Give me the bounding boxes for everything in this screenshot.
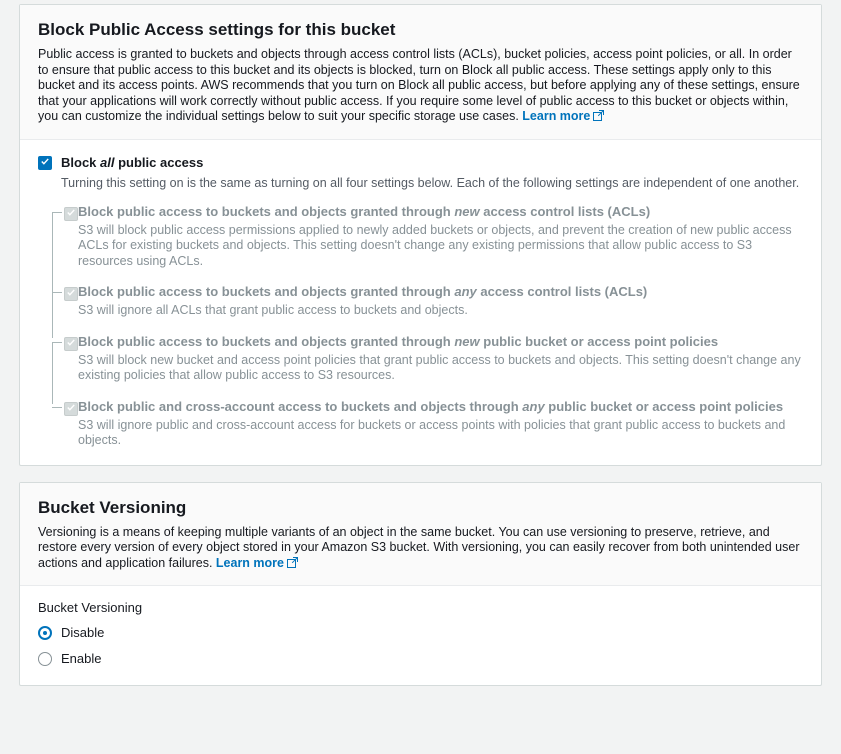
bucket-versioning-description [38, 525, 803, 572]
check-icon [41, 157, 49, 166]
label-italic: all [100, 154, 115, 170]
block-public-access-card [19, 4, 822, 466]
learn-more-link-versioning[interactable] [216, 556, 298, 570]
bucket-versioning-title: Bucket Versioning [38, 497, 187, 517]
tree-connector [52, 212, 62, 213]
sub-setting-new-acls-checkbox[interactable] [64, 207, 78, 221]
block-public-access-description [38, 47, 803, 125]
title-suffix: public bucket or access point policies [544, 398, 784, 414]
title-italic: new [454, 203, 480, 219]
sub-setting-new-policies-title [78, 333, 803, 350]
versioning-option-disable[interactable] [38, 625, 803, 641]
title-prefix: Block public access to buckets and objects granted through [78, 284, 455, 299]
bucket-versioning-body [20, 586, 821, 685]
tree-connector [52, 342, 62, 343]
block-public-access-header [20, 5, 821, 140]
sub-setting-any-policies-title [78, 398, 803, 415]
sub-setting-any-policies[interactable] [52, 398, 803, 449]
block-all-public-access-label [61, 154, 203, 171]
title-suffix: public bucket or access point policies [479, 333, 719, 349]
sub-setting-any-acls-title [78, 283, 803, 300]
block-public-access-body [20, 140, 821, 465]
label-suffix: public access [114, 154, 204, 170]
learn-more-label: Learn more [215, 555, 284, 570]
versioning-enable-label: Enable [61, 651, 102, 666]
versioning-disable-label: Disable [61, 625, 105, 640]
description-text: Public access is granted to buckets and objects through access control lists (ACLs), bucket policies, access point policies, or all. In order to ensure that public access to this bucket and its objects is blocked, turn on Block all public access. These settings apply only to this bucket and its access points. AWS recommends that you turn on Block all public access, but before applying any of these settings, ensure that your applications will work correctly without public access. If you require some level of public access to this bucket or objects within, you can customize the individual settings below to suit your specific storage use cases. [38, 47, 800, 123]
label-prefix: Block [61, 154, 101, 170]
tree-line [52, 342, 53, 404]
tree-connector [52, 407, 62, 408]
sub-setting-any-policies-checkbox[interactable] [64, 402, 78, 416]
versioning-enable-radio[interactable] [38, 652, 52, 666]
bucket-versioning-header [20, 483, 821, 587]
title-prefix: Block public access to buckets and objects granted through [78, 333, 455, 349]
title-prefix: Block public and cross-account access to buckets and objects through [78, 398, 523, 414]
check-icon [67, 208, 75, 217]
description-text: Versioning is a means of keeping multiple variants of an object in the same bucket. You can use versioning to preserve, retrieve, and restore every version of every object stored in your Amazon S3 bucket. With versioning, you can easily recover from both unintended user actions and application failures. [38, 524, 800, 570]
external-link-icon [287, 557, 298, 568]
sub-setting-any-acls-checkbox[interactable] [64, 287, 78, 301]
versioning-option-enable[interactable] [38, 651, 803, 667]
title-italic: any [522, 398, 545, 414]
learn-more-link-bpa[interactable] [522, 109, 604, 123]
sub-setting-new-policies-checkbox[interactable] [64, 337, 78, 351]
block-public-access-sub-settings [52, 203, 803, 449]
check-icon [67, 338, 75, 347]
title-italic: any [454, 284, 477, 299]
title-italic: new [454, 333, 480, 349]
sub-setting-new-policies-description: S3 will block new bucket and access point policies that grant public access to buckets and objects. This setting doesn't change any existing policies that allow public access to S3 resources. [78, 352, 801, 382]
sub-setting-new-acls-description: S3 will block public access permissions applied to newly added buckets or objects, and prevent the creation of new public access ACLs for existing buckets and objects. This setting doesn't change any existing permissions that allow public access to S3 resources using ACLs. [78, 222, 792, 268]
versioning-disable-radio[interactable] [38, 626, 52, 640]
page-title: Block Public Access settings for this bucket [38, 20, 396, 39]
sub-setting-any-acls-description: S3 will ignore all ACLs that grant public access to buckets and objects. [78, 303, 468, 317]
title-suffix: access control lists (ACLs) [479, 203, 651, 219]
learn-more-label: Learn more [522, 109, 591, 123]
title-suffix: access control lists (ACLs) [476, 284, 648, 299]
sub-setting-any-policies-description: S3 will ignore public and cross-account access for buckets or access points with policies that grant public access to buckets and objects. [78, 417, 786, 447]
sub-setting-new-acls-title [78, 203, 803, 220]
block-all-public-access-checkbox[interactable] [38, 156, 52, 170]
check-icon [67, 403, 75, 412]
block-all-public-access-note: Turning this setting on is the same as turning on all four settings below. Each of the following settings are independent of one another. [61, 175, 800, 190]
bucket-versioning-card [19, 482, 822, 687]
external-link-icon [593, 110, 604, 121]
tree-connector [52, 292, 62, 293]
sub-setting-new-acls[interactable] [52, 203, 803, 270]
block-all-public-access-row[interactable] [38, 154, 803, 171]
tree-line [52, 292, 53, 338]
check-icon [67, 288, 75, 297]
sub-setting-new-policies[interactable] [52, 333, 803, 384]
bucket-versioning-field-label: Bucket Versioning [38, 600, 143, 615]
sub-setting-any-acls[interactable] [52, 283, 803, 319]
title-prefix: Block public access to buckets and objects granted through [78, 203, 455, 219]
